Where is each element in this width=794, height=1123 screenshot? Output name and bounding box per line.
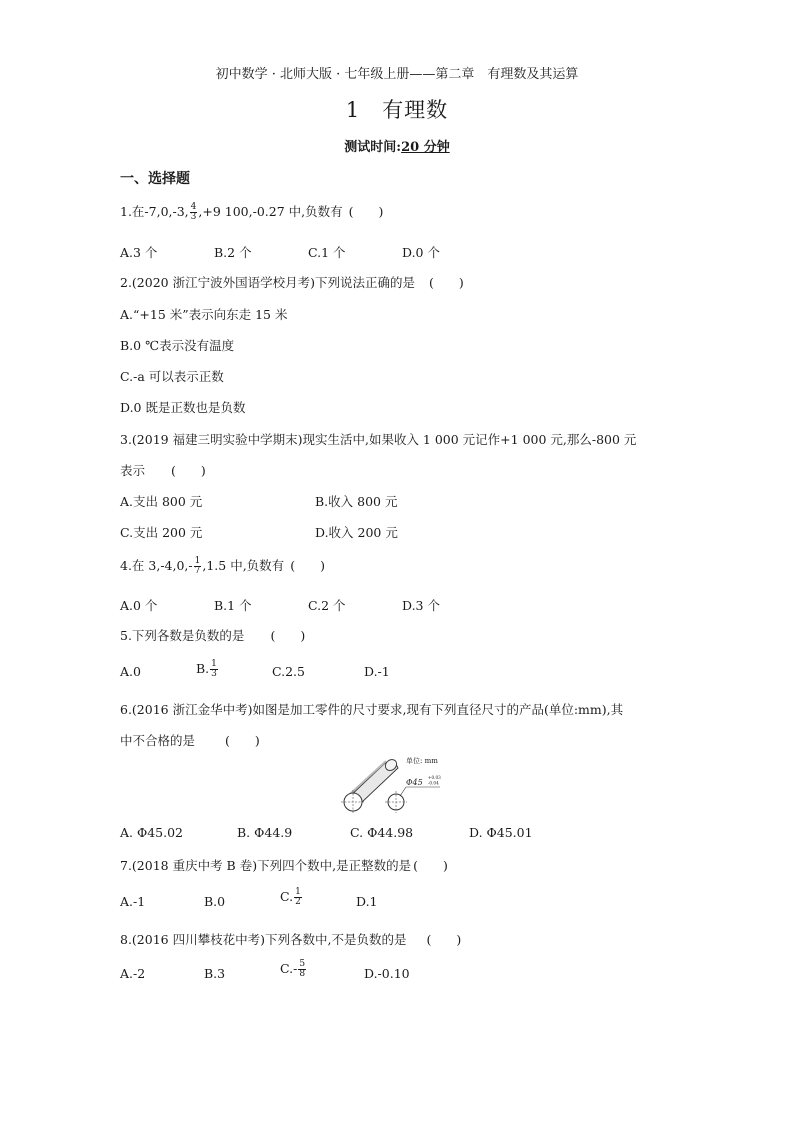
q5-option-b [196, 660, 219, 679]
question-6-stem: 6.(2016 浙江金华中考)如图是加工零件的尺寸要求,现有下列直径尺寸的产品(单位:mm),其 [120, 702, 624, 717]
q5-answer-blank: ( ) [270, 628, 306, 643]
q2-option-c: C.-a 可以表示正数 [120, 369, 224, 384]
q3-option-b: B.收入 800 元 [315, 494, 398, 509]
q4-fraction-numerator: 1 [194, 556, 201, 566]
q8-c-numerator: 5 [299, 959, 306, 969]
q4-option-a: A.0 个 [120, 598, 158, 613]
q5-option-c: C.2.5 [272, 664, 305, 679]
lesson-number: 1 [345, 98, 361, 122]
q7-option-c-fraction [294, 888, 302, 907]
q6-option-b: B. Φ44.9 [237, 825, 293, 840]
q1-fraction-numerator: 4 [190, 202, 197, 212]
q7-option-d: D.1 [356, 894, 378, 909]
q4-fraction-denominator: 7 [194, 566, 201, 576]
question-7-stem [120, 856, 448, 874]
q2-answer-blank: ( ) [428, 275, 464, 290]
figure-tolerance-upper: +0.03 [428, 775, 441, 780]
q4-answer-blank: ( ) [290, 558, 325, 573]
q3-option-c: C.支出 200 元 [120, 525, 203, 540]
question-4-stem [120, 556, 325, 576]
q1-fraction-denominator: 3 [190, 212, 197, 222]
q1-option-b: B.2 个 [214, 245, 252, 260]
q8-option-b: B.3 [204, 966, 226, 981]
q1-option-a: A.3 个 [120, 245, 158, 260]
q7-option-a: A.-1 [120, 894, 146, 909]
q5-b-denominator: 3 [211, 669, 217, 679]
q8-option-c [280, 960, 307, 979]
q7-option-c [280, 888, 303, 907]
q2-option-d: D.0 既是正数也是负数 [120, 400, 246, 415]
q5-option-a: A.0 [120, 664, 141, 679]
q8-option-a: A.-2 [120, 966, 146, 981]
q5-stem-text: 5.下列各数是负数的是 [120, 628, 245, 643]
q6-stem-text2: 中不合格的是 [120, 733, 196, 748]
q4-option-d: D.3 个 [402, 598, 440, 613]
question-8-stem [120, 930, 461, 948]
test-time-label: 测试时间: [344, 140, 402, 155]
q1-option-d: D.0 个 [402, 245, 440, 260]
q1-stem-part2: ,+9 100,-0.27 中,负数有 [198, 204, 343, 219]
q3-stem-text2: 表示 [120, 463, 146, 478]
q7-option-c-label: C. [280, 889, 294, 904]
q6-answer-blank: ( ) [225, 733, 260, 748]
question-6-stem-line2 [120, 731, 260, 749]
page-title [0, 94, 794, 124]
q6-option-c: C. Φ44.98 [350, 825, 414, 840]
question-1-stem [120, 202, 383, 222]
q4-option-b: B.1 个 [214, 598, 252, 613]
q7-option-b: B.0 [204, 894, 226, 909]
q2-option-a: A.“+15 米”表示向东走 15 米 [120, 307, 288, 322]
q8-stem-text: 8.(2016 四川攀枝花中考)下列各数中,不是负数的是 [120, 932, 407, 947]
test-time-value: 20 分钟 [401, 140, 450, 155]
q1-option-c: C.1 个 [308, 245, 346, 260]
q8-option-d: D.-0.10 [364, 966, 410, 981]
q4-stem-part2: ,1.5 中,负数有 [202, 558, 285, 573]
q5-option-b-fraction [210, 660, 218, 679]
q8-option-c-label: C.- [280, 961, 298, 976]
q4-option-c: C.2 个 [308, 598, 346, 613]
q6-option-d: D. Φ45.01 [469, 825, 533, 840]
figure-dimension: Φ45 [406, 778, 423, 787]
question-3-stem: 3.(2019 福建三明实验中学期末)现实生活中,如果收入 1 000 元记作+1 000 元,那么-800 元 [120, 432, 637, 447]
q7-answer-blank: ( ) [413, 858, 448, 873]
q5-option-b-label: B. [196, 661, 210, 676]
page-header: 初中数学 · 北师大版 · 七年级上册——第二章 有理数及其运算 [215, 67, 579, 82]
test-time [0, 136, 794, 155]
q6-option-a: A. Φ45.02 [120, 825, 184, 840]
q2-stem-text: 2.(2020 浙江宁波外国语学校月考)下列说法正确的是 [120, 275, 415, 290]
q8-c-denominator: 8 [299, 969, 306, 979]
figure-tolerance-lower: -0.04 [428, 780, 439, 786]
q1-stem-part1: 1.在-7,0,-3, [120, 204, 189, 219]
q7-stem-text: 7.(2018 重庆中考 B 卷)下列四个数中,是正整数的是 [120, 858, 412, 873]
q5-b-numerator: 1 [211, 659, 217, 669]
q7-c-numerator: 1 [295, 887, 301, 897]
q7-c-denominator: 2 [295, 897, 301, 907]
question-5-stem [120, 626, 305, 644]
q1-fraction [190, 203, 198, 222]
q4-stem-part1: 4.在 3,-4,0,- [120, 558, 193, 573]
q3-option-d: D.收入 200 元 [315, 525, 398, 540]
figure-unit-label: 单位: mm [406, 757, 438, 765]
question-3-stem-line2 [120, 461, 206, 479]
q1-answer-blank: ( ) [348, 204, 384, 219]
q5-option-d: D.-1 [364, 664, 390, 679]
q8-option-c-fraction [298, 960, 306, 979]
cylinder-part-figure [336, 756, 456, 818]
q3-answer-blank: ( ) [171, 463, 206, 478]
q4-fraction [194, 557, 202, 576]
q8-answer-blank: ( ) [426, 932, 462, 947]
q3-option-a: A.支出 800 元 [120, 494, 203, 509]
section-heading: 一、选择题 [120, 171, 190, 187]
lesson-title: 有理数 [382, 98, 449, 122]
q2-option-b: B.0 ℃表示没有温度 [120, 338, 235, 353]
question-2-stem [120, 273, 464, 291]
